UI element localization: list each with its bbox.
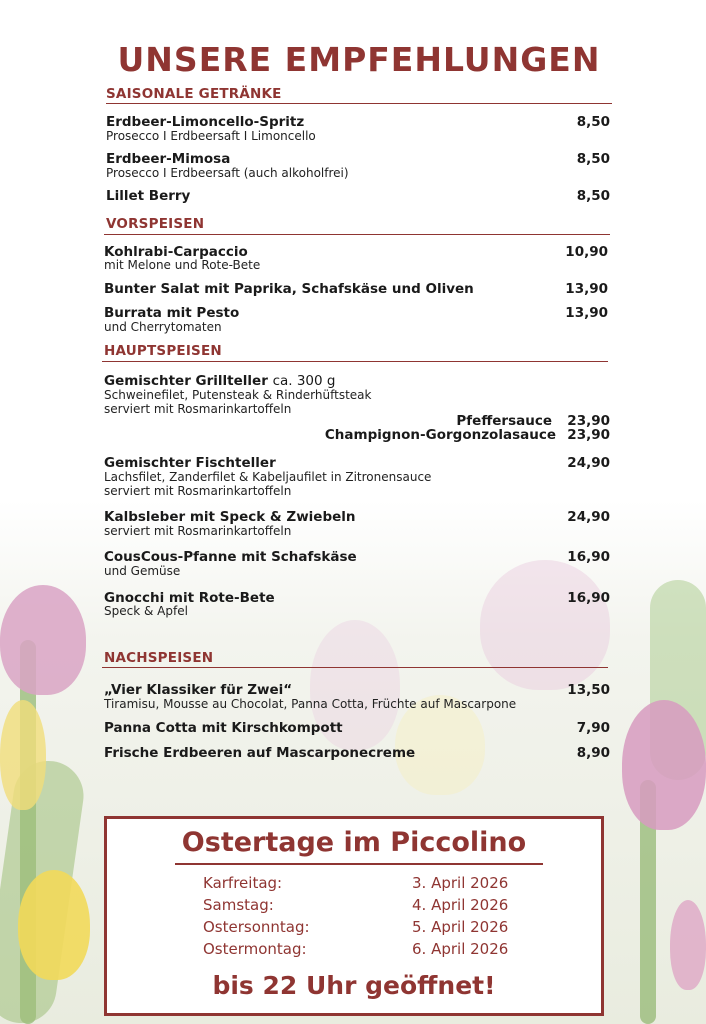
menu-item-description: serviert mit Rosmarinkartoffeln (104, 402, 292, 416)
menu-item-price: 8,90 (576, 745, 610, 761)
menu-item-price: 8,50 (576, 151, 610, 167)
easter-day-label: Karfreitag: (203, 874, 283, 892)
menu-item-name-text: Gemischter Grillteller (104, 373, 268, 389)
page-title: UNSERE EMPFEHLUNGEN (117, 40, 601, 79)
menu-item-name: Burrata mit Pesto (104, 305, 240, 321)
menu-item-name: Gnocchi mit Rote-Bete (104, 590, 275, 606)
menu-item-name: Bunter Salat mit Paprika, Schafskäse und Oliven (104, 281, 474, 297)
menu-item-price: 24,90 (567, 509, 610, 525)
easter-day-label: Samstag: (203, 896, 274, 914)
menu-item-price: 13,90 (565, 281, 608, 297)
section-divider (104, 234, 610, 235)
easter-day-date: 5. April 2026 (412, 918, 509, 936)
easter-day-label: Ostermontag: (203, 940, 307, 958)
easter-day-label: Ostersonntag: (203, 918, 310, 936)
menu-item-name: Kalbsleber mit Speck & Zwiebeln (104, 509, 356, 525)
section-heading-mains: HAUPTSPEISEN (104, 343, 222, 359)
menu-item-price: 10,90 (565, 244, 608, 260)
menu-item-price: 23,90 (567, 413, 610, 429)
section-divider (102, 667, 608, 668)
menu-item-name: Panna Cotta mit Kirschkompott (104, 720, 343, 736)
menu-item-price: 8,50 (576, 114, 610, 130)
menu-item-description: Schweinefilet, Putensteak & Rinderhüftsteak (104, 388, 372, 402)
menu-item-name: Gemischter Fischteller (104, 455, 276, 471)
opening-hours-note: bis 22 Uhr geöffnet! (212, 971, 496, 1000)
menu-item-price: 13,50 (567, 682, 610, 698)
easter-box-title: Ostertage im Piccolino (181, 827, 527, 858)
menu-item-price: 7,90 (576, 720, 610, 736)
menu-item-description: Lachsfilet, Zanderfilet & Kabeljaufilet in Zitronensauce (104, 470, 432, 484)
menu-item-name (104, 373, 335, 389)
menu-item-name: Lillet Berry (106, 188, 191, 204)
easter-hours-box (104, 816, 604, 1016)
menu-item-name: Erdbeer-Mimosa (106, 151, 231, 167)
sauce-variant-label: Pfeffersauce (456, 413, 552, 429)
section-heading-starters: VORSPEISEN (106, 216, 205, 232)
easter-day-date: 4. April 2026 (412, 896, 509, 914)
menu-item-price: 8,50 (576, 188, 610, 204)
menu-item-description: serviert mit Rosmarinkartoffeln (104, 484, 292, 498)
easter-day-date: 3. April 2026 (412, 874, 509, 892)
menu-item-name: CousCous-Pfanne mit Schafskäse (104, 549, 357, 565)
menu-item-price: 16,90 (567, 549, 610, 565)
menu-item-description: Prosecco I Erdbeersaft (auch alkoholfrei) (106, 166, 349, 180)
sauce-variant-label: Champignon-Gorgonzolasauce (324, 427, 556, 443)
menu-item-description: Tiramisu, Mousse au Chocolat, Panna Cotta, Früchte auf Mascarpone (104, 697, 517, 711)
menu-item-name-suffix: ca. 300 g (272, 373, 336, 389)
menu-item-description: mit Melone und Rote-Bete (104, 258, 261, 272)
easter-day-date: 6. April 2026 (412, 940, 509, 958)
easter-title-underline (175, 863, 543, 865)
menu-item-name: Frische Erdbeeren auf Mascarponecreme (104, 745, 416, 761)
menu-item-price: 16,90 (567, 590, 610, 606)
menu-item-name: Kohlrabi-Carpaccio (104, 244, 248, 260)
section-divider (102, 361, 608, 362)
menu-item-description: serviert mit Rosmarinkartoffeln (104, 524, 292, 538)
menu-item-description: Speck & Apfel (104, 604, 188, 618)
menu-item-price: 23,90 (567, 427, 610, 443)
menu-item-description: und Cherrytomaten (104, 320, 222, 334)
section-heading-desserts: NACHSPEISEN (104, 650, 214, 666)
menu-item-name: Erdbeer-Limoncello-Spritz (106, 114, 305, 130)
menu-item-price: 13,90 (565, 305, 608, 321)
menu-item-price: 24,90 (567, 455, 610, 471)
menu-item-name: „Vier Klassiker für Zwei“ (104, 682, 293, 698)
section-heading-drinks: SAISONALE GETRÄNKE (106, 86, 282, 102)
menu-item-description: Prosecco I Erdbeersaft I Limoncello (106, 129, 316, 143)
menu-item-description: und Gemüse (104, 564, 181, 578)
section-divider (106, 103, 612, 104)
